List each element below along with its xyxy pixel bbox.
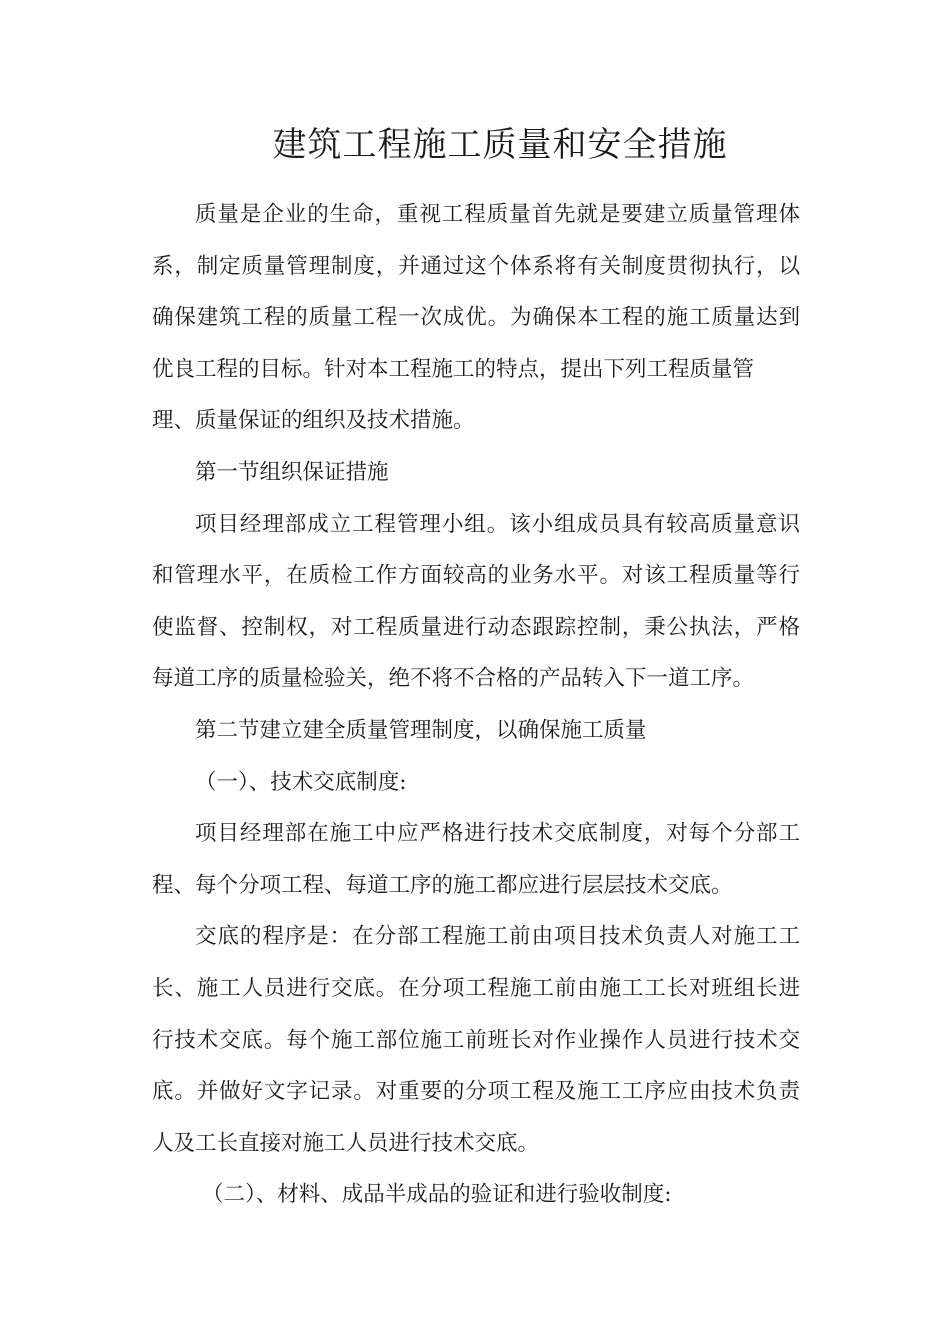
paragraph-line: 长、施工人员进行交底。在分项工程施工前由施工工长对班组长进: [152, 975, 800, 1001]
subsection-heading: （二）、材料、成品半成品的验证和进行验收制度:: [202, 1182, 672, 1208]
paragraph-line: 质量是企业的生命，重视工程质量首先就是要建立质量管理体: [195, 202, 800, 227]
paragraph-line: 底。并做好文字记录。对重要的分项工程及施工工序应由技术负责: [152, 1079, 800, 1105]
document-title: 建筑工程施工质量和安全措施: [272, 125, 728, 165]
paragraph-line: 行技术交底。每个施工部位施工前班长对作业操作人员进行技术交: [152, 1027, 800, 1053]
paragraph-line: 人及工长直接对施工人员进行技术交底。: [152, 1130, 540, 1156]
paragraph-line: 使监督、控制权，对工程质量进行动态跟踪控制，秉公执法，严格: [152, 614, 800, 640]
paragraph-line: 确保建筑工程的质量工程一次成优。为确保本工程的施工质量达到: [152, 305, 800, 331]
subsection-heading: （一）、技术交底制度:: [195, 769, 407, 795]
paragraph-line: 和管理水平，在质检工作方面较高的业务水平。对该工程质量等行: [152, 563, 800, 589]
section-heading: 第二节建立建全质量管理制度，以确保施工质量: [195, 717, 647, 743]
section-heading: 第一节组织保证措施: [195, 459, 389, 485]
paragraph-line: 项目经理部成立工程管理小组。该小组成员具有较高质量意识: [195, 511, 800, 537]
paragraph-line: 优良工程的目标。针对本工程施工的特点，提出下列工程质量管: [152, 356, 755, 382]
paragraph-line: 程、每个分项工程、每道工序的施工都应进行层层技术交底。: [152, 872, 733, 898]
paragraph-line: 理、质量保证的组织及技术措施。: [152, 408, 475, 434]
document-body: [152, 193, 800, 1225]
paragraph-line: 系，制定质量管理制度，并通过这个体系将有关制度贯彻执行，以: [152, 253, 800, 279]
paragraph-line: 每道工序的质量检验关，绝不将不合格的产品转入下一道工序。: [152, 666, 755, 692]
paragraph-line: 项目经理部在施工中应严格进行技术交底制度，对每个分部工: [195, 821, 800, 847]
paragraph-line: 交底的程序是：在分部工程施工前由项目技术负责人对施工工: [195, 924, 800, 950]
